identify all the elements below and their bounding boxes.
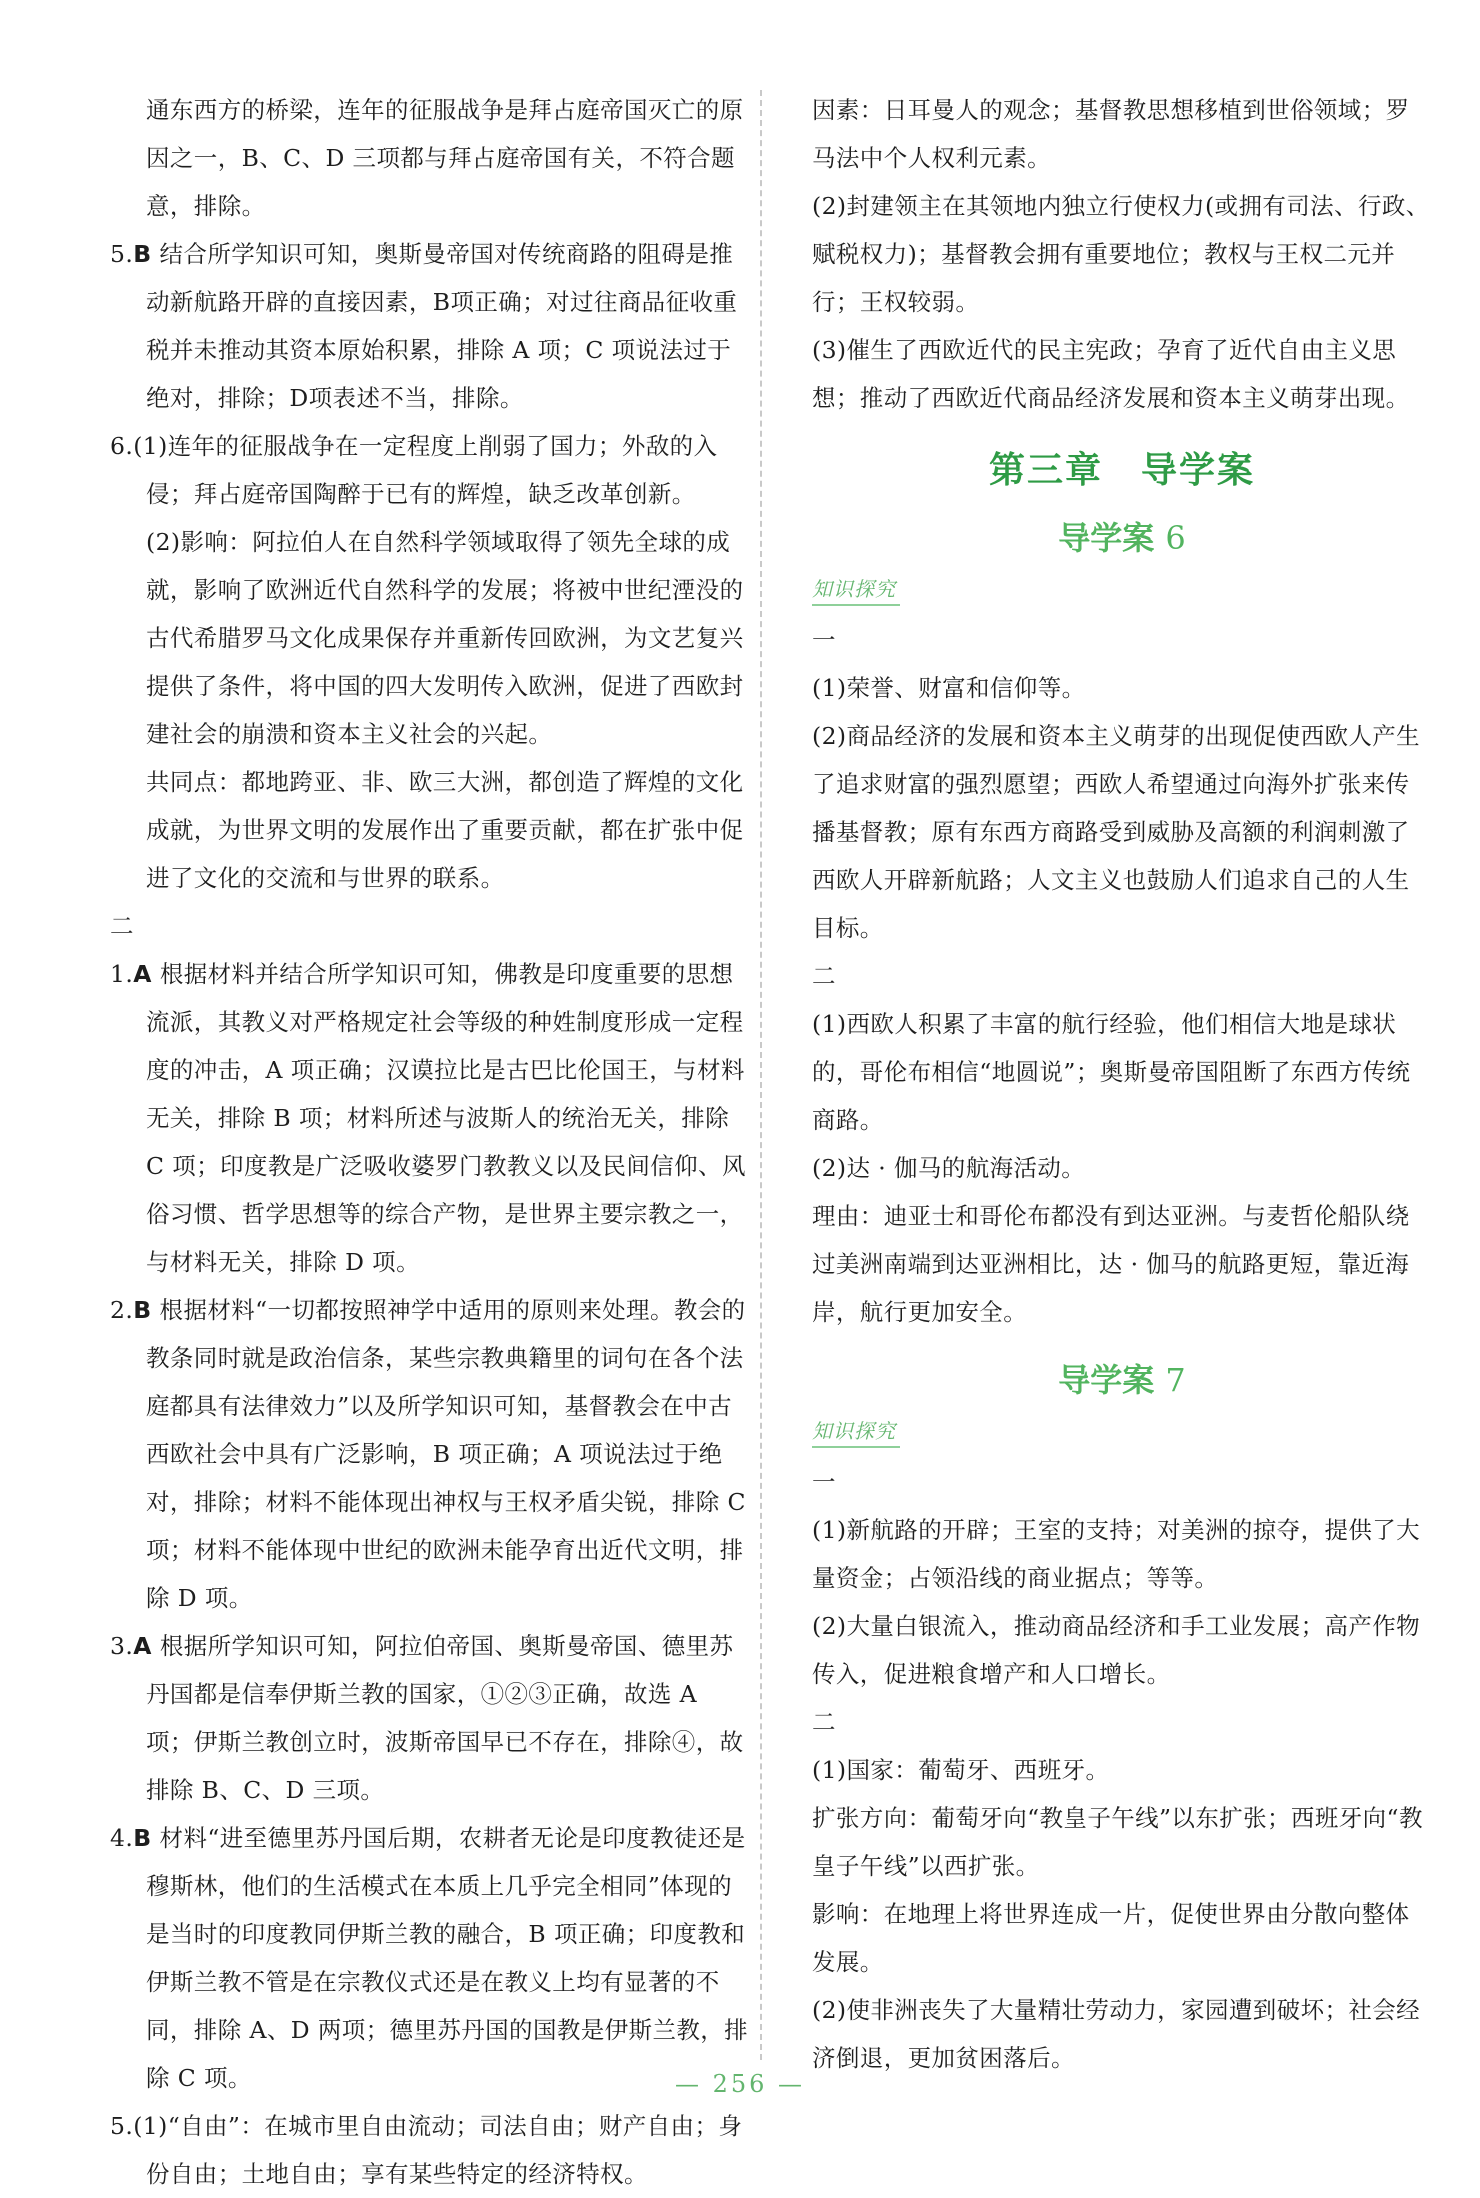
section-heading: 一 <box>812 626 836 654</box>
paragraph: 理由：迪亚士和哥伦布都没有到达亚洲。与麦哲伦船队绕过美洲南端到达亚洲相比，达 · 伽马的航路更短，靠近海岸，航行更加安全。 <box>812 1202 1410 1326</box>
paragraph: (2)商品经济的发展和资本主义萌芽的出现促使西欧人产生了追求财富的强烈愿望；西欧人希望通过向海外扩张来传播基督教；原有东西方商路受到威胁及高额的利润刺激了西欧人开辟新航路；人文主义也鼓励人们追求自己的人生目标。 <box>812 722 1421 942</box>
item-number: 1. <box>110 960 134 988</box>
answer-item <box>110 422 750 518</box>
answer-item <box>110 230 750 422</box>
answer-letter: B <box>133 1824 152 1852</box>
item-text: 根据所学知识可知，阿拉伯帝国、奥斯曼帝国、德里苏丹国都是信奉伊斯兰教的国家，①②③正确，故选 A 项；伊斯兰教创立时，波斯帝国早已不存在，排除④，故排除 B、C、D 三项。 <box>146 1632 744 1804</box>
answer-letter: A <box>133 960 152 988</box>
answer-letter: B <box>133 240 152 268</box>
item-number: 2. <box>110 1296 134 1324</box>
item-text: (1)“自由”：在城市里自由流动；司法自由；财产自由；身份自由；土地自由；享有某些特定的经济特权。 <box>133 2112 743 2188</box>
answer-item <box>110 2102 750 2198</box>
item-text: (1)连年的征服战争在一定程度上削弱了国力；外敌的入侵；拜占庭帝国陶醉于已有的辉煌，缺乏改革创新。 <box>133 432 718 508</box>
paragraph: (2)影响：阿拉伯人在自然科学领域取得了领先全球的成就，影响了欧洲近代自然科学的发展；将被中世纪湮没的古代希腊罗马文化成果保存并重新传回欧洲，为文艺复兴提供了条件，将中国的四大发明传入欧洲，促进了西欧封建社会的崩溃和资本主义社会的兴起。 <box>146 528 744 748</box>
section-tag: 知识探究 <box>812 1416 900 1448</box>
paragraph: (2)封建领主在其领地内独立行使权力(或拥有司法、行政、赋税权力)；基督教会拥有重要地位；教权与王权二元并行；王权较弱。 <box>812 192 1430 316</box>
item-text: 根据材料“一切都按照神学中适用的原则来处理。教会的教条同时就是政治信条，某些宗教典籍里的词句在各个法庭都具有法律效力”以及所学知识可知，基督教会在中古西欧社会中具有广泛影响，B 项正确；A 项说法过于绝对，排除；材料不能体现出神权与王权矛盾尖锐，排除 C 项；材料不能体现中世纪的欧洲未能孕育出近代文明，排除 D 项。 <box>146 1296 746 1612</box>
left-column <box>110 86 750 2198</box>
item-text: 材料“进至德里苏丹国后期，农耕者无论是印度教徒还是穆斯林，他们的生活模式在本质上几乎完全相同”体现的是当时的印度教同伊斯兰教的融合，B 项正确；印度教和伊斯兰教不管是在宗教仪式还是在教义上均有显著的不同，排除 A、D 两项；德里苏丹国的国教是伊斯兰教，排除 C 项。 <box>146 1824 749 2092</box>
answer-item <box>110 1622 750 1814</box>
section-heading: 二 <box>110 912 134 940</box>
paragraph: (1)荣誉、财富和信仰等。 <box>812 674 1086 702</box>
paragraph: (1)西欧人积累了丰富的航行经验，他们相信大地是球状的，哥伦布相信“地圆说”；奥斯曼帝国阻断了东西方传统商路。 <box>812 1010 1411 1134</box>
answer-item <box>110 1286 750 1622</box>
answer-item <box>110 950 750 1286</box>
right-column <box>812 86 1432 2082</box>
section-heading: 二 <box>812 1708 836 1736</box>
paragraph: 因素：日耳曼人的观念；基督教思想移植到世俗领域；罗马法中个人权利元素。 <box>812 96 1410 172</box>
lesson-title-6: 导学案 6 <box>1058 519 1186 557</box>
page-number: — 256 — <box>674 2070 806 2098</box>
item-number: 3. <box>110 1632 134 1660</box>
paragraph: (2)使非洲丧失了大量精壮劳动力，家园遭到破坏；社会经济倒退，更加贫困落后。 <box>812 1996 1421 2072</box>
paragraph: (1)国家：葡萄牙、西班牙。 <box>812 1756 1110 1784</box>
answer-item <box>110 1814 750 2102</box>
section-heading: 二 <box>812 962 836 990</box>
paragraph: 通东西方的桥梁，连年的征服战争是拜占庭帝国灭亡的原因之一，B、C、D 三项都与拜占庭帝国有关，不符合题意，排除。 <box>146 96 744 220</box>
section-heading: 一 <box>812 1468 836 1496</box>
item-number: 4. <box>110 1824 134 1852</box>
chapter-title: 第三章 导学案 <box>988 450 1256 491</box>
column-divider <box>760 90 762 2060</box>
lesson-title-7: 导学案 7 <box>1058 1361 1186 1399</box>
answer-letter: A <box>133 1632 152 1660</box>
paragraph: (2)大量白银流入，推动商品经济和手工业发展；高产作物传入，促进粮食增产和人口增长。 <box>812 1612 1421 1688</box>
item-text: 根据材料并结合所学知识可知，佛教是印度重要的思想流派，其教义对严格规定社会等级的种姓制度形成一定程度的冲击，A 项正确；汉谟拉比是古巴比伦国王，与材料无关，排除 B 项；材料所述与波斯人的统治无关，排除 C 项；印度教是广泛吸收婆罗门教教义以及民间信仰、风俗习惯、哲学思想等的综合产物，是世界主要宗教之一，与材料无关，排除 D 项。 <box>146 960 746 1276</box>
item-number: 6. <box>110 432 134 460</box>
item-text: 结合所学知识可知，奥斯曼帝国对传统商路的阻碍是推动新航路开辟的直接因素，B项正确；对过往商品征收重税并未推动其资本原始积累，排除 A 项；C 项说法过于绝对，排除；D项表述不当，排除。 <box>146 240 738 412</box>
paragraph: 扩张方向：葡萄牙向“教皇子午线”以东扩张；西班牙向“教皇子午线”以西扩张。 <box>812 1804 1423 1880</box>
answer-letter: B <box>133 1296 152 1324</box>
paragraph: (1)新航路的开辟；王室的支持；对美洲的掠夺，提供了大量资金；占领沿线的商业据点；等等。 <box>812 1516 1421 1592</box>
paragraph: 共同点：都地跨亚、非、欧三大洲，都创造了辉煌的文化成就，为世界文明的发展作出了重要贡献，都在扩张中促进了文化的交流和与世界的联系。 <box>146 768 744 892</box>
section-tag: 知识探究 <box>812 574 900 606</box>
item-number: 5. <box>110 240 134 268</box>
item-number: 5. <box>110 2112 134 2140</box>
paragraph: 影响：在地理上将世界连成一片，促使世界由分散向整体发展。 <box>812 1900 1410 1976</box>
paragraph: (2)达 · 伽马的航海活动。 <box>812 1154 1086 1182</box>
paragraph: (3)催生了西欧近代的民主宪政；孕育了近代自由主义思想；推动了西欧近代商品经济发展和资本主义萌芽出现。 <box>812 336 1410 412</box>
